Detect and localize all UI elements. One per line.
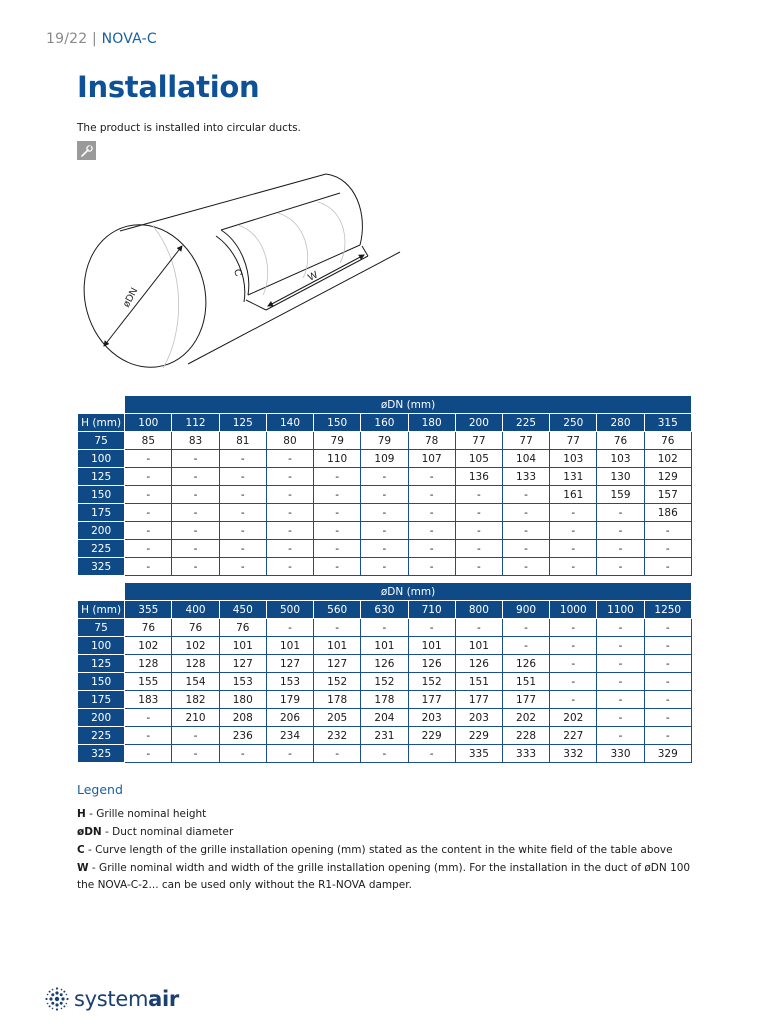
table-cell: 180 (219, 691, 266, 709)
table-cell: 332 (550, 745, 597, 763)
table-cell: 179 (266, 691, 313, 709)
table-cell: 107 (408, 450, 455, 468)
table-cell: 335 (455, 745, 502, 763)
table-cell: - (172, 468, 219, 486)
table-cell: 152 (361, 673, 408, 691)
column-header: 355 (125, 601, 172, 619)
table-cell: 157 (644, 486, 691, 504)
table-cell: - (125, 468, 172, 486)
table-cell: 231 (361, 727, 408, 745)
table-cell: 159 (597, 486, 644, 504)
table-cell: - (266, 486, 313, 504)
table-cell: - (644, 540, 691, 558)
table-cell: 102 (644, 450, 691, 468)
legend-key: øDN (77, 826, 102, 838)
table-cell: - (597, 619, 644, 637)
table-cell: 85 (125, 432, 172, 450)
table-cell: 129 (644, 468, 691, 486)
table-cell: 178 (361, 691, 408, 709)
table-cell: - (172, 486, 219, 504)
table-row (78, 450, 692, 468)
table-cell: - (314, 619, 361, 637)
table-cell: - (502, 540, 549, 558)
table-cell: - (172, 540, 219, 558)
table-cell: - (266, 540, 313, 558)
table-cell: - (219, 540, 266, 558)
legend-item (77, 806, 697, 823)
table-cell: 101 (361, 637, 408, 655)
row-header: 150 (78, 486, 125, 504)
table-cell: 109 (361, 450, 408, 468)
legend-key: W (77, 862, 89, 874)
table-cell: 151 (455, 673, 502, 691)
table-cell: 126 (408, 655, 455, 673)
table-cell: 110 (314, 450, 361, 468)
column-header: 450 (219, 601, 266, 619)
table-group-header: øDN (mm) (125, 396, 692, 414)
table-cell: 236 (219, 727, 266, 745)
table-cell: 204 (361, 709, 408, 727)
table-cell: 126 (455, 655, 502, 673)
table-cell: - (644, 691, 691, 709)
table-cell: - (644, 522, 691, 540)
table-cell: 130 (597, 468, 644, 486)
table-cell: - (502, 558, 549, 576)
table-cell: - (455, 540, 502, 558)
row-header: 150 (78, 673, 125, 691)
table-row (78, 691, 692, 709)
table-cell: - (125, 504, 172, 522)
dimension-table-1 (77, 395, 692, 576)
table-cell: - (644, 619, 691, 637)
table-cell: - (314, 745, 361, 763)
column-header: 125 (219, 414, 266, 432)
table-corner (78, 396, 125, 414)
table-cell: 103 (597, 450, 644, 468)
table-cell: - (408, 558, 455, 576)
table-cell: - (455, 486, 502, 504)
legend-text: - Grille nominal width and width of the grille installation opening (mm). For the installation in the duct of øDN 100 the NOVA-C-2... can be used only without the R1-NOVA damper. (77, 862, 691, 891)
table-cell: 178 (314, 691, 361, 709)
table-cell: - (597, 691, 644, 709)
table-cell: 203 (455, 709, 502, 727)
column-header: 315 (644, 414, 691, 432)
table-group-header: øDN (mm) (125, 583, 692, 601)
table-cell: - (219, 468, 266, 486)
table-cell: 83 (172, 432, 219, 450)
column-header: 800 (455, 601, 502, 619)
table-row (78, 540, 692, 558)
table-cell: 128 (172, 655, 219, 673)
table-row (78, 673, 692, 691)
table-cell: - (597, 655, 644, 673)
table-cell: 152 (314, 673, 361, 691)
table-cell: - (502, 504, 549, 522)
table-cell: - (502, 637, 549, 655)
table-cell: 333 (502, 745, 549, 763)
table-cell: - (408, 745, 455, 763)
table-cell: - (597, 504, 644, 522)
table-cell: - (266, 619, 313, 637)
table-cell: 228 (502, 727, 549, 745)
table-cell: - (550, 522, 597, 540)
table-cell: - (408, 486, 455, 504)
table-cell: - (361, 486, 408, 504)
systemair-logo-icon (44, 986, 70, 1012)
table-cell: 101 (455, 637, 502, 655)
table-cell: 131 (550, 468, 597, 486)
table-cell: 76 (172, 619, 219, 637)
table-cell: - (455, 522, 502, 540)
table-cell: - (644, 558, 691, 576)
row-header: 100 (78, 450, 125, 468)
table-cell: - (361, 619, 408, 637)
legend-item (77, 824, 697, 841)
column-header: 900 (502, 601, 549, 619)
table-cell: - (219, 504, 266, 522)
table-row (78, 558, 692, 576)
table-cell: 183 (125, 691, 172, 709)
product-name: NOVA-C (101, 31, 157, 47)
table-cell: - (597, 558, 644, 576)
table-cell: - (550, 691, 597, 709)
legend-item (77, 842, 697, 859)
table-cell: 203 (408, 709, 455, 727)
legend-text: - Duct nominal diameter (101, 826, 234, 838)
table-cell: - (125, 709, 172, 727)
table-cell: - (172, 745, 219, 763)
table-cell: 177 (455, 691, 502, 709)
table-cell: - (125, 745, 172, 763)
table-cell: 80 (266, 432, 313, 450)
table-cell: 81 (219, 432, 266, 450)
column-header: 150 (314, 414, 361, 432)
table-cell: 133 (502, 468, 549, 486)
table-row (78, 468, 692, 486)
duct-diagram (78, 160, 408, 380)
table-cell: - (219, 522, 266, 540)
column-header: 500 (266, 601, 313, 619)
table-cell: - (125, 558, 172, 576)
row-header: 125 (78, 655, 125, 673)
table-cell: - (172, 504, 219, 522)
table-cell: - (597, 540, 644, 558)
table-cell: 105 (455, 450, 502, 468)
table-cell: 154 (172, 673, 219, 691)
table-cell: 126 (502, 655, 549, 673)
brand-name-light: system (74, 987, 149, 1011)
label-diameter: øDN (120, 286, 141, 310)
table-cell: 76 (125, 619, 172, 637)
table-cell: 101 (314, 637, 361, 655)
table-cell: 102 (125, 637, 172, 655)
table-cell: 77 (550, 432, 597, 450)
column-header: 560 (314, 601, 361, 619)
table-cell: 202 (550, 709, 597, 727)
table-cell: - (314, 522, 361, 540)
table-cell: - (314, 468, 361, 486)
table-cell: 76 (644, 432, 691, 450)
table-cell: 234 (266, 727, 313, 745)
legend-text: - Curve length of the grille installation opening (mm) stated as the content in the white field of the table above (84, 844, 673, 856)
table-cell: 329 (644, 745, 691, 763)
table-cell: - (597, 522, 644, 540)
legend-key: C (77, 844, 85, 856)
table-row (78, 486, 692, 504)
table-cell: 101 (408, 637, 455, 655)
row-header: 175 (78, 504, 125, 522)
table-cell: - (125, 727, 172, 745)
table-cell: 77 (455, 432, 502, 450)
table-row (78, 709, 692, 727)
table-cell: - (408, 468, 455, 486)
table-cell: - (361, 522, 408, 540)
table-cell: 78 (408, 432, 455, 450)
table-row (78, 504, 692, 522)
table-group-header-row (78, 396, 692, 414)
table-cell: - (266, 450, 313, 468)
table-cell: - (125, 486, 172, 504)
table-row (78, 619, 692, 637)
row-header: 125 (78, 468, 125, 486)
row-header: 325 (78, 558, 125, 576)
table-cell: - (597, 673, 644, 691)
table-cell: - (644, 673, 691, 691)
table-cell: - (172, 522, 219, 540)
column-header: 400 (172, 601, 219, 619)
table-cell: - (597, 709, 644, 727)
column-header: 225 (502, 414, 549, 432)
table-cell: - (502, 619, 549, 637)
table-cell: 103 (550, 450, 597, 468)
table-cell: 177 (502, 691, 549, 709)
wrench-icon (77, 141, 96, 160)
table-cell: 76 (219, 619, 266, 637)
table-cell: - (172, 727, 219, 745)
table-cell: 210 (172, 709, 219, 727)
table-cell: - (550, 504, 597, 522)
table-cell: 153 (219, 673, 266, 691)
table-cell: 126 (361, 655, 408, 673)
table-group-header-row (78, 583, 692, 601)
legend-item (77, 860, 697, 894)
table-cell: 136 (455, 468, 502, 486)
table-cell: - (597, 727, 644, 745)
table-cell: - (644, 727, 691, 745)
table-cell: - (314, 540, 361, 558)
table-cell: 208 (219, 709, 266, 727)
table-cell: - (597, 637, 644, 655)
table-cell: - (550, 540, 597, 558)
table-cell: 101 (266, 637, 313, 655)
column-header: 1000 (550, 601, 597, 619)
table-header-row (78, 601, 692, 619)
table-cell: - (408, 522, 455, 540)
table-cell: 161 (550, 486, 597, 504)
column-header: 250 (550, 414, 597, 432)
table-cell: - (125, 450, 172, 468)
table-cell: - (266, 468, 313, 486)
table-cell: - (361, 558, 408, 576)
row-header: 200 (78, 522, 125, 540)
row-header: 75 (78, 432, 125, 450)
row-header: 200 (78, 709, 125, 727)
table-cell: 151 (502, 673, 549, 691)
table-cell: - (219, 450, 266, 468)
table-cell: - (455, 619, 502, 637)
label-curve: C (231, 267, 244, 278)
table-cell: 227 (550, 727, 597, 745)
table-cell: - (125, 522, 172, 540)
brand-name (74, 987, 179, 1011)
table-cell: - (550, 619, 597, 637)
table-cell: - (550, 655, 597, 673)
table-cell: 232 (314, 727, 361, 745)
table-cell: 76 (597, 432, 644, 450)
dimension-table-2 (77, 582, 692, 763)
intro-text: The product is installed into circular ducts. (77, 122, 301, 134)
table-cell: - (266, 522, 313, 540)
column-header: 112 (172, 414, 219, 432)
table-cell: - (266, 745, 313, 763)
table-cell: - (314, 558, 361, 576)
table-cell: 101 (219, 637, 266, 655)
table-corner (78, 583, 125, 601)
table-cell: 330 (597, 745, 644, 763)
table-cell: 77 (502, 432, 549, 450)
table-cell: - (455, 504, 502, 522)
table-cell: 127 (314, 655, 361, 673)
label-width: W (306, 269, 320, 284)
table-row (78, 637, 692, 655)
table-cell: - (172, 558, 219, 576)
row-header: 325 (78, 745, 125, 763)
row-header: 225 (78, 540, 125, 558)
page-number: 19/22 (46, 31, 88, 47)
table-cell: - (219, 486, 266, 504)
table-cell: 155 (125, 673, 172, 691)
column-header: 1100 (597, 601, 644, 619)
table-cell: 229 (455, 727, 502, 745)
table-cell: - (361, 504, 408, 522)
table-row (78, 655, 692, 673)
table-cell: - (219, 558, 266, 576)
table-cell: - (550, 673, 597, 691)
brand-logo (44, 986, 179, 1012)
table-cell: 127 (219, 655, 266, 673)
table-row (78, 432, 692, 450)
table-cell: - (125, 540, 172, 558)
page-header (46, 31, 157, 47)
table-cell: - (455, 558, 502, 576)
table-cell: 153 (266, 673, 313, 691)
table-cell: - (314, 504, 361, 522)
table-cell: - (266, 558, 313, 576)
legend (77, 806, 697, 895)
header-separator: | (92, 31, 97, 47)
row-header-label: H (mm) (78, 601, 125, 619)
table-cell: 79 (361, 432, 408, 450)
row-header: 75 (78, 619, 125, 637)
legend-key: H (77, 808, 86, 820)
column-header: 100 (125, 414, 172, 432)
brand-name-bold: air (148, 987, 179, 1011)
table-cell: 127 (266, 655, 313, 673)
page-title: Installation (77, 70, 260, 104)
table-cell: - (361, 468, 408, 486)
row-header-label: H (mm) (78, 414, 125, 432)
row-header: 100 (78, 637, 125, 655)
table-cell: 182 (172, 691, 219, 709)
column-header: 180 (408, 414, 455, 432)
table-cell: 102 (172, 637, 219, 655)
table-header-row (78, 414, 692, 432)
table-cell: - (361, 540, 408, 558)
table-cell: - (361, 745, 408, 763)
column-header: 140 (266, 414, 313, 432)
table-cell: 79 (314, 432, 361, 450)
table-cell: - (408, 540, 455, 558)
table-cell: 104 (502, 450, 549, 468)
table-row (78, 745, 692, 763)
table-cell: - (550, 637, 597, 655)
table-cell: 177 (408, 691, 455, 709)
table-cell: - (172, 450, 219, 468)
table-cell: 202 (502, 709, 549, 727)
table-cell: - (550, 558, 597, 576)
legend-title: Legend (77, 782, 123, 797)
table-cell: 152 (408, 673, 455, 691)
row-header: 175 (78, 691, 125, 709)
table-cell: - (644, 637, 691, 655)
table-cell: - (644, 655, 691, 673)
legend-text: - Grille nominal height (85, 808, 207, 820)
column-header: 200 (455, 414, 502, 432)
table-cell: 128 (125, 655, 172, 673)
column-header: 710 (408, 601, 455, 619)
row-header: 225 (78, 727, 125, 745)
column-header: 160 (361, 414, 408, 432)
table-row (78, 727, 692, 745)
column-header: 280 (597, 414, 644, 432)
table-cell: - (408, 619, 455, 637)
table-cell: - (502, 522, 549, 540)
table-cell: - (502, 486, 549, 504)
table-cell: 205 (314, 709, 361, 727)
table-row (78, 522, 692, 540)
table-cell: - (266, 504, 313, 522)
table-cell: - (408, 504, 455, 522)
table-cell: - (219, 745, 266, 763)
table-cell: 206 (266, 709, 313, 727)
table-cell: - (314, 486, 361, 504)
column-header: 630 (361, 601, 408, 619)
table-cell: - (644, 709, 691, 727)
table-cell: 186 (644, 504, 691, 522)
table-cell: 229 (408, 727, 455, 745)
column-header: 1250 (644, 601, 691, 619)
